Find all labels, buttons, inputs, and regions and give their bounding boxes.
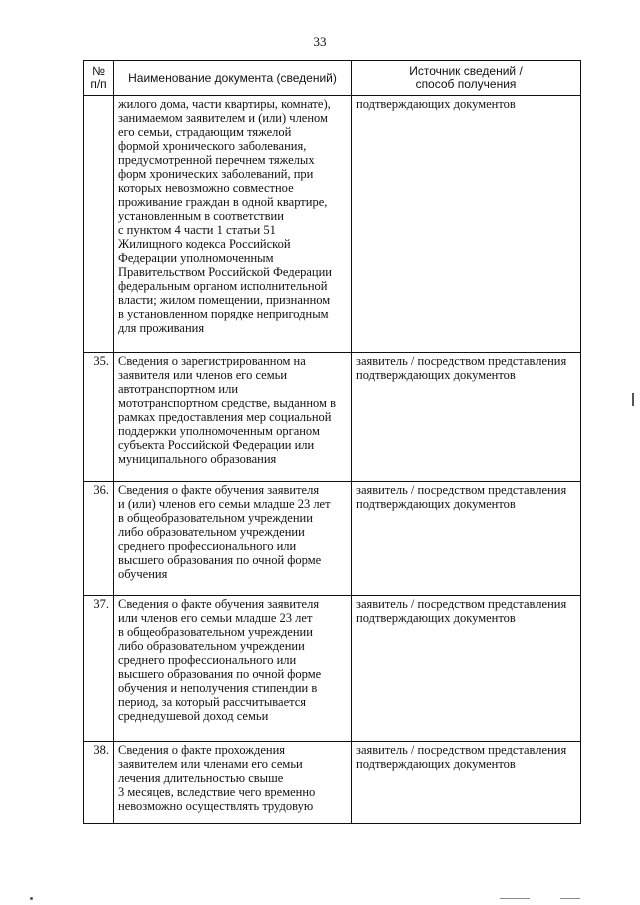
document-name: Сведения о зарегистрированном на заявителя или членов его семьи автотранспортном или мототранспортном средстве, выданном в рамках предоставления мер социальной поддержки уполномоченным органом субъекта Российской Федерации или муниципального образования bbox=[114, 353, 352, 482]
document-name: жилого дома, части квартиры, комнате), занимаемом заявителем и (или) членом его семьи, страдающим тяжелой формой хронического заболевания, предусмотренной перечнем тяжелых форм хронических заболеваний, при которых невозможно совместное проживание граждан в одной квартире, установленным в соответствии с пунктом 4 части 1 статьи 51 Жилищного кодекса Российской Федерации уполномоченным Правительством Российской Федерации федеральным органом исполнительной власти; жилом помещении, признанном в установленном порядке непригодным для проживания bbox=[114, 96, 352, 353]
header-source: Источник сведений / способ получения bbox=[352, 61, 581, 96]
scan-dot-mark bbox=[30, 897, 33, 900]
row-number: 36. bbox=[84, 482, 114, 596]
table-row bbox=[84, 742, 581, 824]
table-row bbox=[84, 596, 581, 742]
document-source: заявитель / посредством представления подтверждающих документов bbox=[352, 596, 581, 742]
documents-table bbox=[83, 60, 581, 824]
page-number: 33 bbox=[313, 34, 327, 49]
table-row bbox=[84, 482, 581, 596]
document-source: заявитель / посредством представления подтверждающих документов bbox=[352, 482, 581, 596]
document-source: подтверждающих документов bbox=[352, 96, 581, 353]
scan-edge-mark bbox=[632, 393, 634, 406]
scan-bottom-mark bbox=[560, 898, 580, 899]
document-source: заявитель / посредством представления подтверждающих документов bbox=[352, 353, 581, 482]
row-number: 37. bbox=[84, 596, 114, 742]
document-name: Сведения о факте обучения заявителя или членов его семьи младше 23 лет в общеобразовательном учреждении либо образовательном учреждении среднего профессионального или высшего образования по очной форме обучения и неполучения стипендии в период, за который рассчитывается среднедушевой доход семьи bbox=[114, 596, 352, 742]
document-name: Сведения о факте обучения заявителя и (или) членов его семьи младше 23 лет в общеобразовательном учреждении либо образовательном учреждении среднего профессионального или высшего образования по очной форме обучения bbox=[114, 482, 352, 596]
row-number: 38. bbox=[84, 742, 114, 824]
table-header-row bbox=[84, 61, 581, 96]
document-name: Сведения о факте прохождения заявителем или членами его семьи лечения длительностью свыше 3 месяцев, вследствие чего временно невозможно осуществлять трудовую bbox=[114, 742, 352, 824]
table-row bbox=[84, 96, 581, 353]
document-source: заявитель / посредством представления подтверждающих документов bbox=[352, 742, 581, 824]
row-number: 35. bbox=[84, 353, 114, 482]
header-num: № п/п bbox=[84, 61, 114, 96]
row-number bbox=[84, 96, 114, 353]
table-row bbox=[84, 353, 581, 482]
header-name: Наименование документа (сведений) bbox=[114, 61, 352, 96]
scan-bottom-mark bbox=[500, 898, 530, 899]
